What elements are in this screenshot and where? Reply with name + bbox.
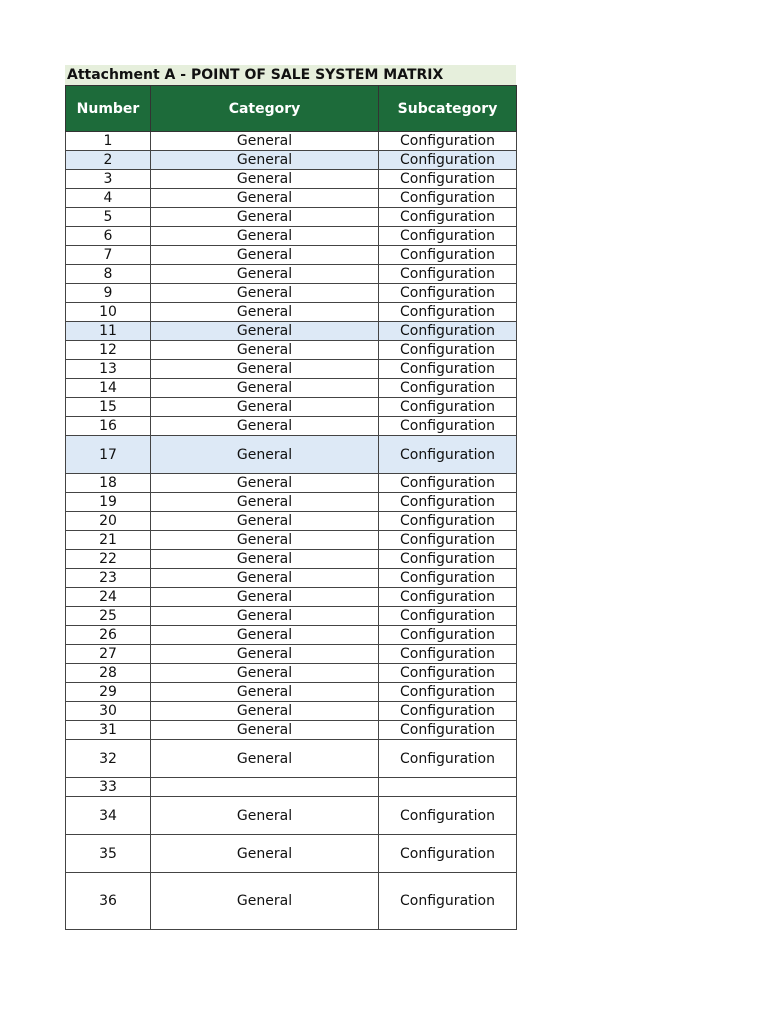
- cell-category[interactable]: General: [151, 873, 379, 930]
- cell-category[interactable]: General: [151, 436, 379, 474]
- cell-number[interactable]: 9: [66, 284, 151, 303]
- table-row: [66, 721, 517, 740]
- sheet-title: Attachment A - POINT OF SALE SYSTEM MATRIX: [65, 65, 516, 85]
- table-row: [66, 474, 517, 493]
- cell-number[interactable]: 27: [66, 645, 151, 664]
- column-header-number[interactable]: Number: [66, 86, 151, 132]
- cell-number[interactable]: 4: [66, 189, 151, 208]
- cell-subcategory[interactable]: Configuration: [379, 189, 517, 208]
- cell-number[interactable]: 30: [66, 702, 151, 721]
- table-row: [66, 379, 517, 398]
- cell-category[interactable]: General: [151, 322, 379, 341]
- cell-number[interactable]: 13: [66, 360, 151, 379]
- cell-subcategory[interactable]: Configuration: [379, 379, 517, 398]
- cell-number[interactable]: 20: [66, 512, 151, 531]
- table-row: [66, 132, 517, 151]
- table-row: [66, 170, 517, 189]
- table-row: [66, 493, 517, 512]
- cell-number[interactable]: 21: [66, 531, 151, 550]
- cell-category[interactable]: General: [151, 740, 379, 778]
- cell-number[interactable]: 3: [66, 170, 151, 189]
- cell-category[interactable]: General: [151, 588, 379, 607]
- cell-category[interactable]: General: [151, 493, 379, 512]
- cell-number[interactable]: 16: [66, 417, 151, 436]
- table-row: [66, 740, 517, 778]
- cell-subcategory[interactable]: Configuration: [379, 322, 517, 341]
- cell-category[interactable]: General: [151, 303, 379, 322]
- table-row: [66, 588, 517, 607]
- cell-number[interactable]: 36: [66, 873, 151, 930]
- cell-category[interactable]: General: [151, 208, 379, 227]
- cell-number[interactable]: 24: [66, 588, 151, 607]
- cell-subcategory[interactable]: Configuration: [379, 550, 517, 569]
- matrix-sheet: [65, 65, 516, 930]
- cell-number[interactable]: 10: [66, 303, 151, 322]
- cell-subcategory[interactable]: Configuration: [379, 664, 517, 683]
- cell-category[interactable]: General: [151, 569, 379, 588]
- cell-category[interactable]: General: [151, 398, 379, 417]
- cell-number[interactable]: 14: [66, 379, 151, 398]
- header-row: [66, 86, 517, 132]
- cell-subcategory[interactable]: Configuration: [379, 721, 517, 740]
- cell-subcategory[interactable]: Configuration: [379, 797, 517, 835]
- cell-number[interactable]: 7: [66, 246, 151, 265]
- cell-number[interactable]: 8: [66, 265, 151, 284]
- cell-subcategory[interactable]: Configuration: [379, 151, 517, 170]
- cell-category[interactable]: General: [151, 626, 379, 645]
- cell-subcategory[interactable]: Configuration: [379, 512, 517, 531]
- cell-number[interactable]: 31: [66, 721, 151, 740]
- cell-number[interactable]: 1: [66, 132, 151, 151]
- table-row: [66, 208, 517, 227]
- table-row: [66, 436, 517, 474]
- cell-subcategory[interactable]: Configuration: [379, 170, 517, 189]
- table-row: [66, 265, 517, 284]
- cell-number[interactable]: 5: [66, 208, 151, 227]
- matrix-table: [65, 85, 517, 930]
- cell-subcategory[interactable]: Configuration: [379, 835, 517, 873]
- table-row: [66, 189, 517, 208]
- table-row: [66, 683, 517, 702]
- table-row: [66, 664, 517, 683]
- cell-category[interactable]: General: [151, 550, 379, 569]
- cell-category[interactable]: General: [151, 797, 379, 835]
- cell-subcategory[interactable]: Configuration: [379, 284, 517, 303]
- cell-number[interactable]: 23: [66, 569, 151, 588]
- cell-subcategory[interactable]: Configuration: [379, 265, 517, 284]
- table-row: [66, 322, 517, 341]
- cell-number[interactable]: 12: [66, 341, 151, 360]
- column-header-category[interactable]: Category: [151, 86, 379, 132]
- cell-category[interactable]: General: [151, 151, 379, 170]
- table-row: [66, 303, 517, 322]
- table-row: [66, 569, 517, 588]
- cell-subcategory[interactable]: Configuration: [379, 607, 517, 626]
- cell-category[interactable]: General: [151, 284, 379, 303]
- cell-subcategory[interactable]: Configuration: [379, 341, 517, 360]
- cell-subcategory[interactable]: Configuration: [379, 588, 517, 607]
- table-row: [66, 151, 517, 170]
- cell-category[interactable]: General: [151, 645, 379, 664]
- cell-subcategory[interactable]: Configuration: [379, 683, 517, 702]
- cell-subcategory[interactable]: Configuration: [379, 303, 517, 322]
- cell-subcategory[interactable]: Configuration: [379, 417, 517, 436]
- table-row: [66, 873, 517, 930]
- table-row: [66, 398, 517, 417]
- cell-number[interactable]: 2: [66, 151, 151, 170]
- cell-subcategory[interactable]: Configuration: [379, 474, 517, 493]
- cell-category[interactable]: General: [151, 531, 379, 550]
- table-row: [66, 797, 517, 835]
- cell-subcategory[interactable]: Configuration: [379, 873, 517, 930]
- cell-subcategory[interactable]: Configuration: [379, 132, 517, 151]
- column-header-subcategory[interactable]: Subcategory: [379, 86, 517, 132]
- cell-number[interactable]: 15: [66, 398, 151, 417]
- table-row: [66, 550, 517, 569]
- table-row: [66, 531, 517, 550]
- cell-number[interactable]: 17: [66, 436, 151, 474]
- cell-subcategory[interactable]: Configuration: [379, 569, 517, 588]
- cell-category[interactable]: General: [151, 512, 379, 531]
- cell-subcategory[interactable]: Configuration: [379, 246, 517, 265]
- cell-number[interactable]: 6: [66, 227, 151, 246]
- cell-number[interactable]: 25: [66, 607, 151, 626]
- cell-category[interactable]: General: [151, 170, 379, 189]
- table-row: [66, 417, 517, 436]
- cell-subcategory[interactable]: Configuration: [379, 493, 517, 512]
- cell-category[interactable]: General: [151, 189, 379, 208]
- cell-number[interactable]: 29: [66, 683, 151, 702]
- cell-subcategory[interactable]: Configuration: [379, 227, 517, 246]
- cell-category[interactable]: General: [151, 721, 379, 740]
- cell-subcategory[interactable]: [379, 778, 517, 797]
- cell-subcategory[interactable]: Configuration: [379, 360, 517, 379]
- cell-subcategory[interactable]: Configuration: [379, 740, 517, 778]
- cell-category[interactable]: General: [151, 417, 379, 436]
- table-row: [66, 607, 517, 626]
- cell-number[interactable]: 26: [66, 626, 151, 645]
- cell-category[interactable]: General: [151, 379, 379, 398]
- cell-category[interactable]: General: [151, 227, 379, 246]
- cell-subcategory[interactable]: Configuration: [379, 436, 517, 474]
- cell-subcategory[interactable]: Configuration: [379, 208, 517, 227]
- table-row: [66, 835, 517, 873]
- cell-subcategory[interactable]: Configuration: [379, 702, 517, 721]
- cell-subcategory[interactable]: Configuration: [379, 398, 517, 417]
- cell-subcategory[interactable]: Configuration: [379, 645, 517, 664]
- cell-subcategory[interactable]: Configuration: [379, 531, 517, 550]
- cell-number[interactable]: 18: [66, 474, 151, 493]
- cell-number[interactable]: 33: [66, 778, 151, 797]
- cell-category[interactable]: General: [151, 360, 379, 379]
- cell-number[interactable]: 22: [66, 550, 151, 569]
- table-row: [66, 702, 517, 721]
- table-row: [66, 645, 517, 664]
- cell-category[interactable]: General: [151, 664, 379, 683]
- table-row: [66, 778, 517, 797]
- cell-number[interactable]: 32: [66, 740, 151, 778]
- cell-category[interactable]: General: [151, 607, 379, 626]
- cell-category[interactable]: General: [151, 835, 379, 873]
- table-row: [66, 512, 517, 531]
- cell-category[interactable]: General: [151, 132, 379, 151]
- cell-category[interactable]: General: [151, 474, 379, 493]
- cell-number[interactable]: 28: [66, 664, 151, 683]
- table-row: [66, 227, 517, 246]
- cell-number[interactable]: 19: [66, 493, 151, 512]
- table-row: [66, 626, 517, 645]
- cell-category[interactable]: General: [151, 341, 379, 360]
- table-row: [66, 341, 517, 360]
- cell-category[interactable]: General: [151, 265, 379, 284]
- table-row: [66, 284, 517, 303]
- cell-category[interactable]: General: [151, 246, 379, 265]
- cell-subcategory[interactable]: Configuration: [379, 626, 517, 645]
- table-row: [66, 360, 517, 379]
- cell-category[interactable]: General: [151, 702, 379, 721]
- cell-number[interactable]: 11: [66, 322, 151, 341]
- cell-category[interactable]: [151, 778, 379, 797]
- cell-number[interactable]: 34: [66, 797, 151, 835]
- cell-number[interactable]: 35: [66, 835, 151, 873]
- cell-category[interactable]: General: [151, 683, 379, 702]
- table-row: [66, 246, 517, 265]
